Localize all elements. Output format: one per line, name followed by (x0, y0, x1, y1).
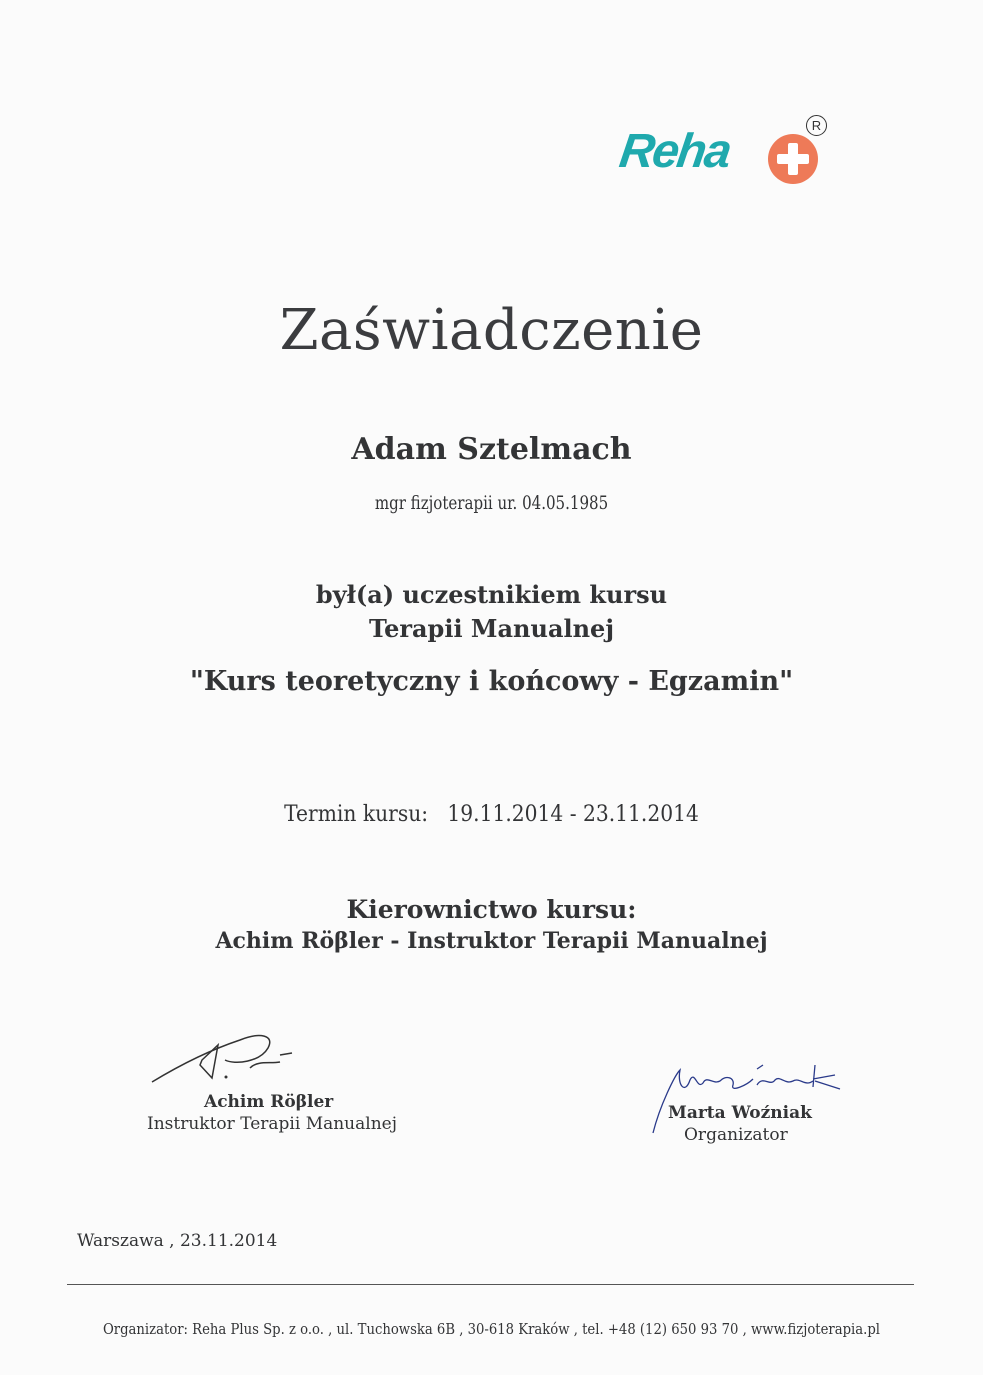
term-label: Termin kursu: (284, 802, 429, 827)
handwritten-signature-icon (635, 1055, 855, 1135)
signatory-name: Achim Röβler (204, 1092, 334, 1112)
participation-line: był(a) uczestnikiem kursu (315, 580, 668, 609)
reha-plus-logo (616, 112, 835, 192)
term-dates: 19.11.2014 - 23.11.2014 (447, 802, 699, 827)
organizer-footer: Organizator: Reha Plus Sp. z o.o. , ul. Tuchowska 6B , 30-618 Kraków , tel. +48 (12) 650 93 70 , www.fizjoterapia.pl (102, 1320, 881, 1338)
registered-mark-icon: R (806, 115, 827, 136)
footer-divider (67, 1284, 914, 1285)
signatory-role: Instruktor Terapii Manualnej (147, 1114, 397, 1134)
signatory-name: Marta Woźniak (668, 1103, 812, 1123)
place-and-date: Warszawa , 23.11.2014 (77, 1231, 278, 1251)
recipient-details: mgr fizjoterapii ur. 04.05.1985 (374, 492, 609, 514)
handwritten-signature-icon (140, 1020, 310, 1090)
management-label: Kierownictwo kursu: (346, 895, 637, 924)
signatory-role: Organizator (684, 1125, 788, 1145)
course-name: "Kurs teoretyczny i końcowy - Egzamin" (189, 666, 794, 697)
plus-circle-icon (768, 134, 818, 184)
signature-block-organizer (635, 1055, 865, 1155)
recipient-name: Adam Sztelmach (351, 432, 632, 467)
signature-block-instructor (140, 1020, 400, 1140)
certificate-title: Zaświadczenie (279, 298, 704, 363)
management-value: Achim Röβler - Instruktor Terapii Manualnej (215, 928, 768, 954)
course-term (39, 802, 943, 827)
logo-wordmark: Reha (616, 125, 734, 178)
course-discipline: Terapii Manualnej (368, 614, 615, 643)
